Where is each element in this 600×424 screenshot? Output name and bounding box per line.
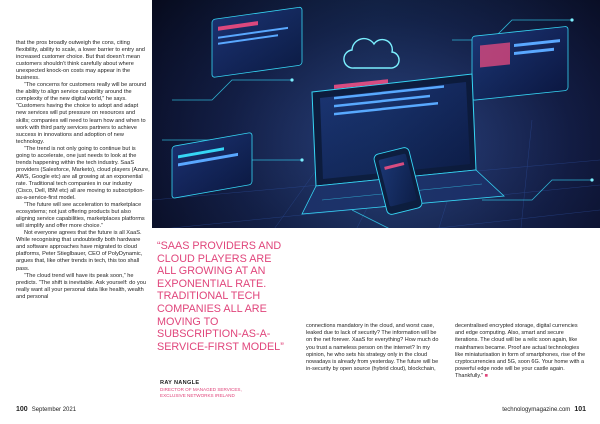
- paragraph: Not everyone agrees that the future is all XaaS. While recognising that undoubtedly both hardware and software approaches have migrated to cloud platforms, Peter Stieglbauer, CEO of PolyDynamic, argues that, like other trends in tech, this too shall pass.: [16, 230, 143, 272]
- end-mark-icon: ■: [484, 373, 488, 380]
- body-column-3: [306, 323, 440, 373]
- body-column-4: [455, 323, 587, 381]
- paragraph: [455, 323, 587, 381]
- footer-left: [16, 406, 76, 413]
- byline-role: [160, 387, 290, 399]
- paragraph: connections mandatory in the cloud, and worst case, leaked due to lack of security? The information will be on the net forever. XaaS for everything? How much do you trust a nameless person on the internet? In my opinion, he who sets his strategy only in the cloud nowadays is already from yesterday. The future will be in-security by open source (hybrid cloud), blockchain,: [306, 323, 439, 373]
- body-column-1: [16, 40, 150, 301]
- page-number: 101: [574, 406, 586, 413]
- paragraph: “The future will see acceleration to marketplace ecosystems; not just offering products but also aligning service capabilities, marketplaces platforms will simplify and offer more choice.”: [16, 202, 145, 230]
- paragraph: “The trend is not only going to continue but is going to accelerate, one just needs to look at the trends happening within the tech industry. SaaS providers (Salesforce, Marketo), cloud players (Azure, AWS, Google etc) are all growing at an exponential rate. Traditional tech companies in our industry (Cisco, Dell, IBM etc) all are moving to subscription-as-a-service-first model.: [16, 145, 150, 202]
- paragraph-text: decentralised encrypted storage, digital currencies and edge computing. Also, smart and secure iterations. The cloud will be a relic soon again, like mainframes became. Proof are actual technologies like miniaturisation in form of smartphones, rise of the cryptocurrencies and 5G, soon 6G. Your home with a powerful edge node will be your castle again. Thankfully.”: [455, 323, 586, 380]
- issue-date: September 2021: [31, 407, 77, 413]
- pull-quote: “SAAS PROVIDERS AND CLOUD PLAYERS ARE ALL GROWING AT AN EXPONENTIAL RATE. TRADITIONAL TECH COMPANIES ALL ARE MOVING TO SUBSCRIPTION-AS-A-SERVICE-FIRST MODEL”: [157, 240, 284, 353]
- byline-role-line: DIRECTOR OF MANAGED SERVICES,: [160, 387, 242, 392]
- quote-byline: [160, 380, 290, 399]
- byline-name: RAY NANGLE: [160, 380, 200, 386]
- paragraph: “The cloud trend will have its peak soon,” he predicts. “The shift is inevitable. Ask yourself: do you really want all your personal data like health, wealth and personal: [16, 272, 146, 300]
- footer-right: [502, 406, 586, 413]
- header-tab: [0, 0, 152, 26]
- byline-role-line: EXCLUSIVE NETWORKS IRELAND: [160, 392, 235, 398]
- site-url: technologymagazine.com: [502, 407, 571, 413]
- paragraph: that the pros broadly outweigh the cons, citing flexibility, ability to scale, a lower barrier to entry and increased customer choice. But that doesn’t mean customers shouldn’t think carefully about where unexpected knock-on costs may appear in the business.: [16, 40, 145, 82]
- paragraph: “The concerns for customers really will be around the ability to align service capability around the complexity of the new digital world,” he says. “Customers having the choice to adopt and adapt new services will put pressure on resources and skills; companies will need to learn how and when to work with third party services partners to achieve success in innovations and adoption of new technology.: [16, 82, 147, 145]
- page-number: 100: [16, 406, 28, 413]
